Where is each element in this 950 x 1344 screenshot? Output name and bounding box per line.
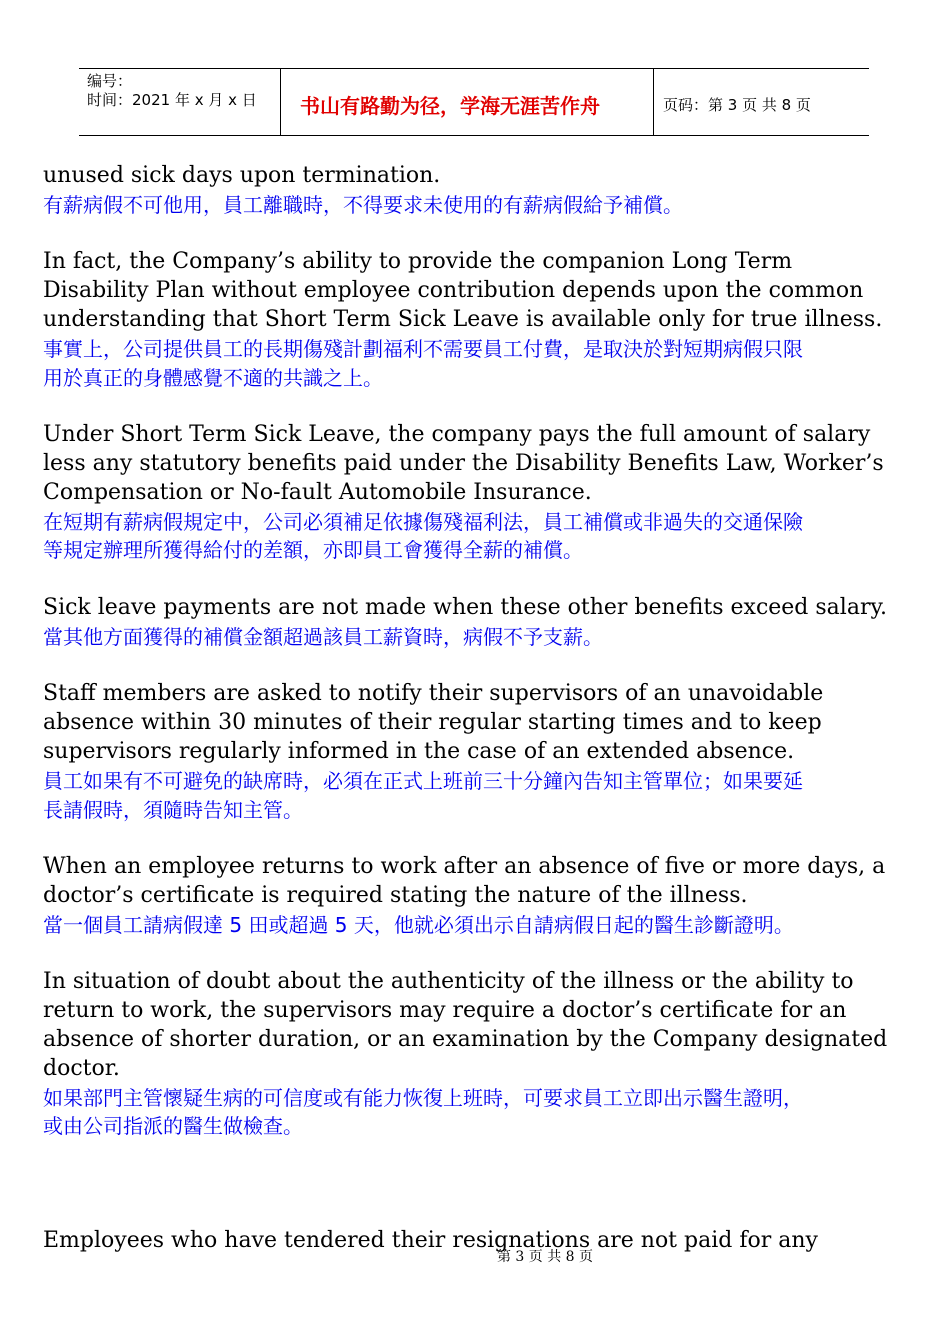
english-line: supervisors regularly informed in the case of an extended absence.	[43, 738, 795, 764]
english-line: doctor’s certificate is required stating the nature of the illness.	[43, 882, 748, 908]
english-line: Employees who have tendered their resignations are not paid for any	[43, 1228, 818, 1254]
english-line: When an employee returns to work after an absence of five or more days, a	[43, 854, 886, 880]
header-time-label: 时间：2021 年 x 月 x 日	[87, 91, 257, 109]
english-line: Disability Plan without employee contribution depends upon the common	[43, 278, 864, 304]
chinese-line: 在短期有薪病假規定中，公司必須補足依據傷殘福利法，員工補償或非過失的交通保險	[43, 509, 803, 534]
chinese-line: 用於真正的身體感覺不適的共識之上。	[43, 365, 383, 390]
chinese-line: 員工如果有不可避免的缺席時，必須在正式上班前三十分鐘內告知主管單位；如果要延	[43, 768, 803, 793]
chinese-line: 有薪病假不可他用，員工離職時，不得要求未使用的有薪病假給予補償。	[43, 192, 683, 217]
page-header	[79, 68, 869, 136]
page-footer	[0, 1246, 950, 1266]
paragraph-6	[43, 853, 923, 939]
english-line: return to work, the supervisors may require a doctor’s certificate for an	[43, 998, 847, 1024]
header-page-info: 页码：第 3 页 共 8 页	[663, 95, 811, 114]
english-line: absence within 30 minutes of their regular starting times and to keep	[43, 710, 822, 736]
english-line: Sick leave payments are not made when these other benefits exceed salary.	[43, 594, 887, 620]
paragraph-7	[43, 968, 923, 1141]
paragraph-5	[43, 680, 923, 824]
chinese-line: 如果部門主管懷疑生病的可信度或有能力恢復上班時，可要求員工立即出示醫生證明，	[43, 1085, 803, 1110]
document-body	[43, 162, 923, 1256]
english-line: Under Short Term Sick Leave, the company pays the full amount of salary	[43, 422, 871, 448]
chinese-line: 事實上，公司提供員工的長期傷殘計劃福利不需要員工付費，是取決於對短期病假只限	[43, 336, 803, 361]
chinese-line: 長請假時，須隨時告知主管。	[43, 797, 303, 822]
paragraph-2	[43, 248, 923, 392]
paragraph-3	[43, 421, 923, 565]
english-line: In fact, the Company’s ability to provide the companion Long Term	[43, 249, 793, 275]
paragraph-4	[43, 594, 923, 652]
header-number-label: 编号：	[87, 72, 133, 90]
english-line: understanding that Short Term Sick Leave is available only for true illness.	[43, 306, 883, 332]
chinese-line: 當其他方面獲得的補償金額超過該員工薪資時，病假不予支薪。	[43, 624, 603, 649]
paragraph-1	[43, 162, 923, 220]
english-line: Compensation or No-fault Automobile Insurance.	[43, 479, 592, 505]
english-line: In situation of doubt about the authenticity of the illness or the ability to	[43, 969, 854, 995]
header-page-cell	[654, 69, 869, 135]
chinese-line: 當一個員工請病假達 5 田或超過 5 天，他就必須出示自請病假日起的醫生診斷證明。	[43, 912, 794, 937]
header-motto-cell	[281, 69, 654, 135]
english-line: unused sick days upon termination.	[43, 163, 441, 188]
chinese-line: 等規定辦理所獲得給付的差額，亦即員工會獲得全薪的補償。	[43, 538, 583, 563]
header-meta-cell	[79, 69, 281, 135]
footer-page-number: 第 3 页 共 8 页	[496, 1249, 594, 1265]
english-line: absence of shorter duration, or an examination by the Company designated	[43, 1026, 888, 1052]
english-line: doctor.	[43, 1055, 120, 1081]
header-motto: 书山有路勤为径，学海无涯苦作舟	[300, 93, 600, 118]
chinese-line: 或由公司指派的醫生做檢查。	[43, 1114, 303, 1139]
english-line: Staff members are asked to notify their supervisors of an unavoidable	[43, 681, 824, 707]
english-line: less any statutory benefits paid under the Disability Benefits Law, Worker’s	[43, 450, 884, 476]
